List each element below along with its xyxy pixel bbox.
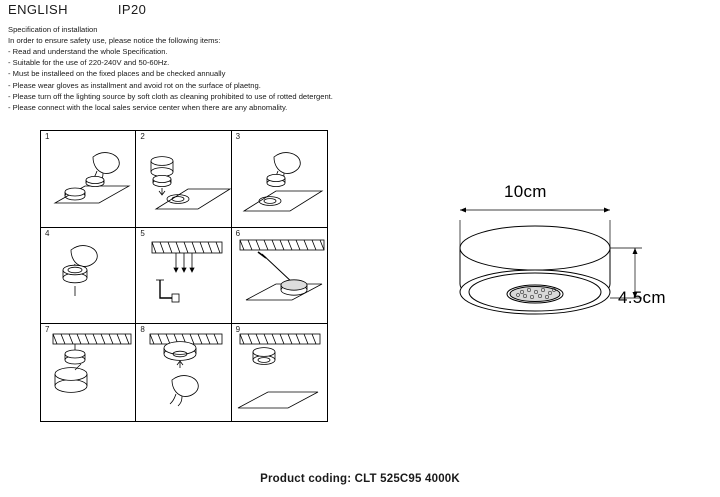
product-dimension-drawing — [430, 180, 710, 380]
list-item: - Must be installeed on the fixed places and be checked annually — [8, 69, 226, 79]
document-header — [8, 2, 146, 17]
step-cell-9 — [232, 324, 327, 421]
step-cell-2 — [136, 131, 231, 228]
ip-rating-label: IP20 — [117, 2, 147, 17]
step-6-illustration — [232, 228, 327, 325]
installation-steps-grid — [40, 130, 328, 422]
step-number: 2 — [140, 132, 145, 141]
step-number: 4 — [45, 228, 50, 238]
step-number: 7 — [45, 325, 50, 335]
step-cell-8 — [136, 324, 231, 421]
step-cell-3 — [232, 131, 327, 228]
step-8-illustration — [136, 324, 231, 421]
list-item: - Please connect with the local sales service center when there are any abnomality. — [8, 103, 288, 113]
list-item: - Please turn off the lighting source by soft cloth as cleaning prohibited to use of rotted detergent. — [8, 91, 333, 101]
list-item: - Suitable for the use of 220-240V and 50-60Hz. — [8, 58, 170, 68]
step-9-illustration — [232, 324, 327, 421]
dimension-width-label: 10cm — [504, 182, 547, 201]
step-cell-4 — [41, 228, 136, 325]
step-cell-1 — [41, 131, 136, 228]
specification-block — [8, 24, 438, 113]
step-4-illustration — [41, 228, 136, 325]
step-cell-5 — [136, 228, 231, 325]
step-number: 5 — [140, 228, 145, 238]
step-number: 9 — [235, 325, 241, 335]
step-cell-6 — [232, 228, 327, 325]
step-1-illustration — [41, 131, 136, 228]
list-item: - Read and understand the whole Specification. — [8, 47, 168, 56]
specification-list — [8, 46, 438, 113]
step-number: 8 — [140, 325, 145, 335]
step-2-illustration — [136, 131, 231, 228]
step-number: 1 — [45, 132, 50, 141]
step-cell-7 — [41, 324, 136, 421]
language-label: ENGLISH — [8, 2, 68, 17]
step-number: 6 — [235, 228, 241, 238]
product-coding-footer: Product coding: CLT 525C95 4000K — [260, 473, 460, 485]
specification-title: Specification of installation — [8, 25, 98, 34]
step-5-illustration — [136, 228, 231, 325]
step-number: 3 — [235, 132, 241, 141]
step-7-illustration — [41, 324, 136, 421]
product-lamp-drawing — [430, 180, 710, 380]
list-item: - Please wear gloves as installment and avoid rot on the surface of plaetng. — [8, 80, 261, 90]
dimension-height-label: 4.5cm — [618, 288, 666, 307]
step-3-illustration — [232, 131, 327, 228]
specification-intro: In order to ensure safety use, please notice the following items: — [8, 36, 221, 45]
